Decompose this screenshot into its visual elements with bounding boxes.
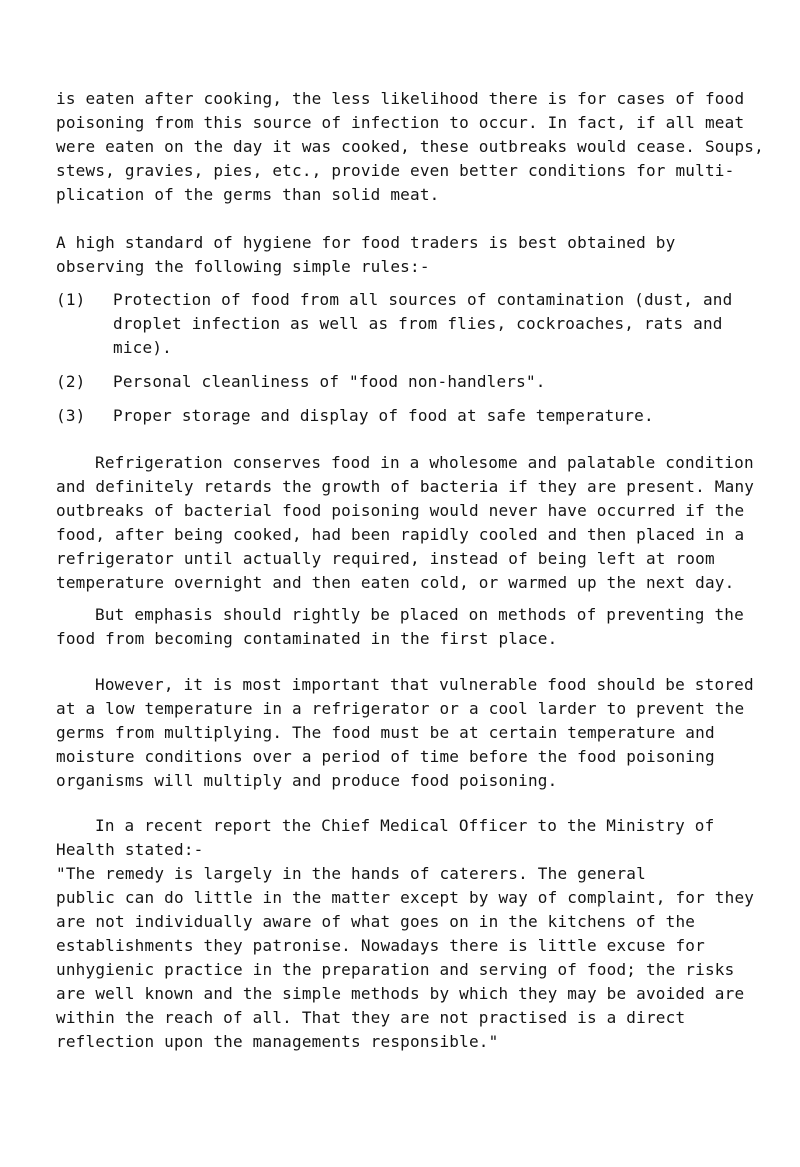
text-line: and definitely retards the growth of bacteria if they are present. Many bbox=[56, 477, 755, 496]
list-item-text: droplet infection as well as from flies, cockroaches, rats and bbox=[113, 314, 723, 333]
quote-line: unhygienic practice in the preparation and serving of food; the risks bbox=[56, 960, 735, 979]
list-item-text: Proper storage and display of food at safe temperature. bbox=[113, 406, 654, 425]
text-line: outbreaks of bacterial food poisoning would never have occurred if the bbox=[56, 501, 745, 520]
quote-line: are well known and the simple methods by which they may be avoided are bbox=[56, 984, 745, 1003]
text-line: refrigerator until actually required, instead of being left at room bbox=[56, 549, 715, 568]
text-line: Refrigeration conserves food in a wholesome and palatable condition bbox=[95, 453, 754, 472]
text-line: poisoning from this source of infection to occur. In fact, if all meat bbox=[56, 113, 745, 132]
text-line: plication of the germs than solid meat. bbox=[56, 185, 440, 204]
quote-line: within the reach of all. That they are not practised is a direct bbox=[56, 1008, 686, 1027]
quote-line: are not individually aware of what goes on in the kitchens of the bbox=[56, 912, 696, 931]
text-line: temperature overnight and then eaten cold, or warmed up the next day. bbox=[56, 573, 735, 592]
quote-line: "The remedy is largely in the hands of caterers. The general bbox=[56, 864, 646, 883]
text-line: is eaten after cooking, the less likelihood there is for cases of food bbox=[56, 89, 745, 108]
text-line: However, it is most important that vulnerable food should be stored bbox=[95, 675, 754, 694]
text-line: But emphasis should rightly be placed on methods of preventing the bbox=[95, 605, 744, 624]
text-line: observing the following simple rules:- bbox=[56, 257, 430, 276]
text-line: were eaten on the day it was cooked, these outbreaks would cease. Soups, bbox=[56, 137, 764, 156]
text-line: organisms will multiply and produce food poisoning. bbox=[56, 771, 558, 790]
text-line: food, after being cooked, had been rapidly cooled and then placed in a bbox=[56, 525, 745, 544]
text-line: moisture conditions over a period of time before the food poisoning bbox=[56, 747, 715, 766]
text-line: at a low temperature in a refrigerator or a cool larder to prevent the bbox=[56, 699, 745, 718]
quote-line: establishments they patronise. Nowadays there is little excuse for bbox=[56, 936, 705, 955]
text-line: stews, gravies, pies, etc., provide even better conditions for multi- bbox=[56, 161, 735, 180]
text-line: A high standard of hygiene for food traders is best obtained by bbox=[56, 233, 676, 252]
list-item-text: mice). bbox=[113, 338, 172, 357]
text-line: Health stated:- bbox=[56, 840, 204, 859]
text-line: food from becoming contaminated in the first place. bbox=[56, 629, 558, 648]
list-item-text: Personal cleanliness of "food non-handlers". bbox=[113, 372, 546, 391]
list-item-text: Protection of food from all sources of contamination (dust, and bbox=[113, 290, 733, 309]
text-line: germs from multiplying. The food must be at certain temperature and bbox=[56, 723, 715, 742]
quote-line: reflection upon the managements responsible." bbox=[56, 1032, 499, 1051]
list-number: (3) bbox=[56, 406, 86, 425]
text-line: In a recent report the Chief Medical Officer to the Ministry of bbox=[95, 816, 715, 835]
list-number: (1) bbox=[56, 290, 86, 309]
list-number: (2) bbox=[56, 372, 86, 391]
quote-line: public can do little in the matter except by way of complaint, for they bbox=[56, 888, 755, 907]
